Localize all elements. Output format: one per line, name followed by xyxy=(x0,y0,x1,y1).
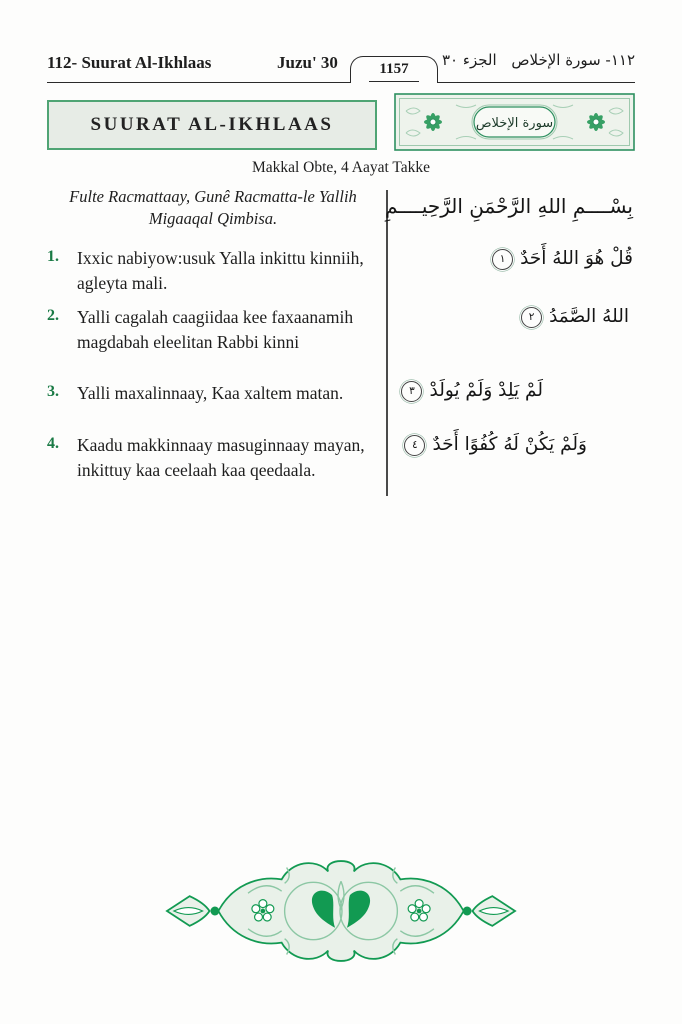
header-juz-label: Juzu' 30 xyxy=(277,53,338,72)
footer-arabesque-ornament xyxy=(163,845,519,977)
verse-number: 2. xyxy=(47,307,59,324)
header-juz-arabic: الجزء ٣٠ xyxy=(442,51,497,69)
arabic-verse xyxy=(514,306,629,328)
surah-origin-note: Makkal Obte, 4 Aayat Takke xyxy=(251,159,431,176)
ayah-end-marker: ٢ xyxy=(521,307,542,328)
ornament-finial-left xyxy=(167,896,219,926)
basmala-translation: Fulte Racmattaay, Gunê Racmatta-le Yallih Migaaqal Qimbisa. xyxy=(69,187,357,228)
surah-banner-arabic-text: سورة الإخلاص xyxy=(475,116,554,131)
header-rule xyxy=(47,82,635,83)
arabic-verse xyxy=(485,248,633,270)
ayah-end-marker: ١ xyxy=(492,249,513,270)
translation-item xyxy=(47,433,377,483)
verse-translation: Ixxic nabiyow:usuk Yalla inkittu kinniih, agleyta mali. xyxy=(77,248,364,293)
translation-item xyxy=(47,381,377,406)
page-number: 1157 xyxy=(369,57,418,82)
basmala-arabic: بِسْــــمِ اللهِ الرَّحْمَنِ الرَّحِيــــمِ xyxy=(385,194,633,218)
verse-translation: Kaadu makkinnaay masuginnaay mayan, inkittuy kaa ceelaah kaa qeedaala. xyxy=(77,435,365,480)
surah-title-latin: SUURAT AL-IKHLAAS xyxy=(90,114,334,135)
verse-translation: Yalli cagalah caagiidaa kee faxaanamih magdabah eleelitan Rabbi kinni xyxy=(77,307,354,352)
page-number-tab xyxy=(350,56,438,83)
verse-number: 4. xyxy=(47,435,59,452)
arabic-verse-text: وَلَمْ يَكُنْ لَهُ كُفُوًا أَحَدٌ xyxy=(432,434,587,455)
arabic-verse xyxy=(397,434,587,456)
surah-body xyxy=(47,186,635,518)
translation-item xyxy=(47,305,377,355)
header-surah-title-latin: 112- Suurat Al-Ikhlaas xyxy=(47,53,212,72)
verse-number: 1. xyxy=(47,248,59,265)
arabic-verse-text: قُلْ هُوَ اللهُ أَحَدٌ xyxy=(520,248,633,269)
banner-rosette-left xyxy=(424,113,442,131)
surah-banner-ornament xyxy=(394,93,635,151)
ayah-end-marker: ٣ xyxy=(401,381,422,402)
arabic-verse-text: لَمْ يَلِدْ وَلَمْ يُولَدْ xyxy=(429,380,543,401)
header-surah-title-arabic: ١١٢- سورة الإخلاص xyxy=(511,51,635,69)
surah-title-box xyxy=(47,100,377,150)
verse-number: 3. xyxy=(47,383,59,400)
translation-item xyxy=(47,246,377,296)
banner-rosette-right xyxy=(587,113,605,131)
ornament-finial-right xyxy=(463,896,515,926)
arabic-verse xyxy=(394,380,543,402)
ayah-end-marker: ٤ xyxy=(404,435,425,456)
arabic-verse-text: اللهُ الصَّمَدُ xyxy=(549,306,629,327)
verse-translation: Yalli maxalinnaay, Kaa xaltem matan. xyxy=(77,383,344,403)
column-divider xyxy=(386,190,388,496)
